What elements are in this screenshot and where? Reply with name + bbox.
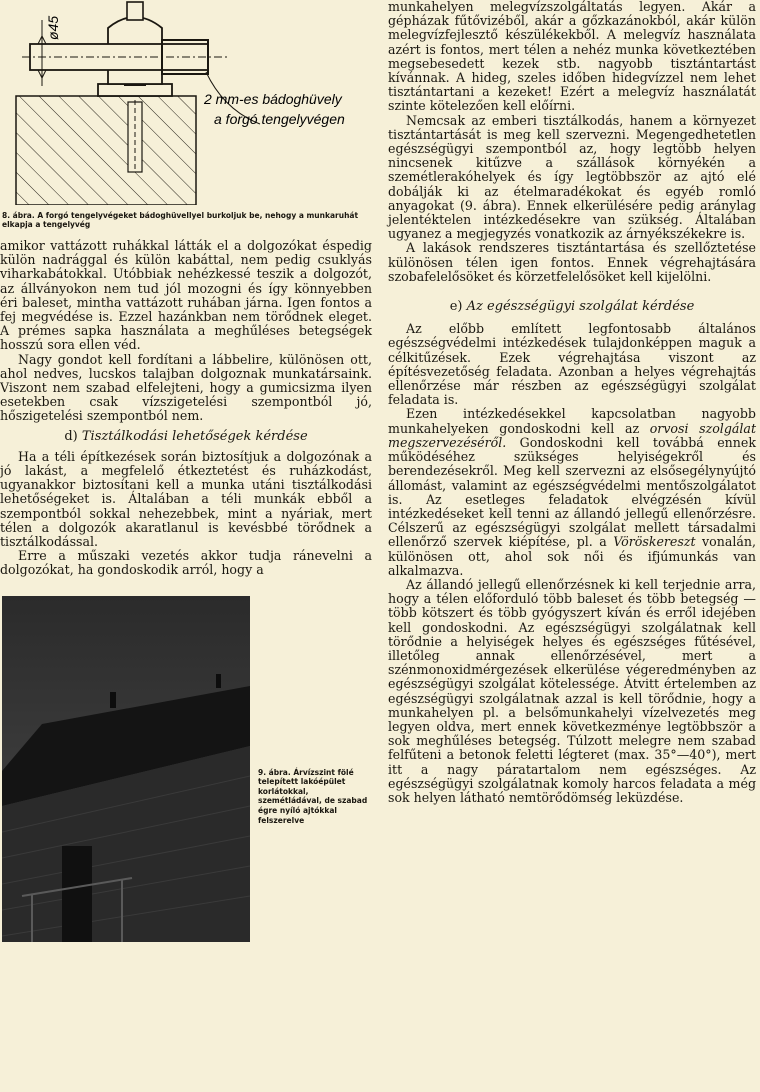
left-paragraph-2: Nagy gondot kell fordítani a lábbelire, különösen ott, ahol nedves, lucskos talajban dolgoznak munkatársaink. Viszont nem szabad elfelejteni, hogy a gumicsizma ilyen esetekben csak vízszigetelési szempontból jó, hőszigetelési szempontból nem. <box>0 351 372 424</box>
section-e-heading <box>388 300 756 314</box>
figure-8-caption: 8. ábra. A forgó tengelyvégeket bádoghüvellyel burkoljuk be, nehogy a munkaruhát elkapja a tengelyvég <box>2 211 359 229</box>
right-column <box>386 0 760 805</box>
p5-part-c: vonalán, különösen ott, ahol sok női és ifjúmunkás van alkalmazva. <box>388 534 756 578</box>
right-paragraph-1: munkahelyen melegvízszolgáltatás legyen. Akár a gépházak fűtővizéből, akár a gőzkazánokból, akár külön melegvízfejlesztő készülékekből. A melegvíz használata azért is fontos, mert télen a nehéz munka következtében megsebesedett kezek stb. nagyobb tisztántartást kívánnak. A hideg, szeles időben hidegvízzel nem lehet tisztántartani a kezeket! Ezért a melegvíz használatát szinte kötelezően kell előírni. <box>388 0 756 114</box>
right-paragraph-3: A lakások rendszeres tisztántartása és szellőztetése különösen télen igen fontos. Ennek végrehajtására szobafelelősöket és körzetfelelősöket kell kijelölni. <box>388 240 756 284</box>
left-paragraph-4: Erre a műszaki vezetés akkor tudja ránevelni a dolgozókat, ha gondoskodik arról, hogy a <box>0 548 372 578</box>
building-photo <box>2 596 250 942</box>
figure-9-photo <box>2 596 250 942</box>
sleeve-callout-line-2: a forgó tengelyvégen <box>214 111 345 127</box>
section-d-letter: d) <box>64 428 78 444</box>
right-paragraph-2: Nemcsak az emberi tisztálkodás, hanem a környezet tisztántartását is meg kell szervezni. Megengedhetetlen egészségügyi szempontból az, hogy legtöbb helyen nincsenek kitűzve a szállások környékén a szemétlerakóhelyek és így legtöbbször az ajtó elé dobálják ki az ételmaradékokat és egyéb romló anyagokat (9. ábra). Ennek elkerülésére pedig aránylag jelentéktelen intézkedésekre van szükség. Általában ugyanez a megjegyzés vonatkozik az árnyékszékekre is. <box>388 112 756 242</box>
right-paragraph-5 <box>388 407 756 577</box>
section-e-letter: e) <box>449 299 463 315</box>
section-d-heading <box>0 430 372 444</box>
figure-8-drawing <box>2 0 374 205</box>
p5-part-b: Gondoskodni kell továbbá ennek működéséhez szükséges helyiségekről és berendezésekről. Meg kell szervezni az elsősegélynyújtó állomást, valamint az egészségvédelmi mentőszolgálatot is. Az esetleges feladatok elvégzésén kívül intézkedéseket kell tenni az állandó jellegű ellenőrzésre. Célszerű az egészségügyi szolgálat mellett társadalmi ellenőrző szervek kiépítése, pl. a <box>388 434 756 550</box>
section-d-title: Tisztálkodási lehetőségek kérdése <box>81 428 308 444</box>
section-e-title: Az egészségügyi szolgálat kérdése <box>466 299 695 315</box>
shaft-end-sleeve-diagram <box>2 0 374 205</box>
p5-part-a: Ezen intézkedésekkel kapcsolatban nagyobb munkahelyeken gondoskodni kell az <box>388 406 756 436</box>
sleeve-callout-line-1: 2 mm-es bádoghüvely <box>204 91 342 107</box>
left-paragraph-3: Ha a téli építkezések során biztosítjuk a dolgozónak a jó lakást, a megfelelő étkeztetést és ruházkodást, ugyanakkor biztosítani kell a munka utáni tisztálkodási lehetőségeket is. Általában a téli munkák ebből a szempontból sokkal nehezebbek, mint a nyáriak, mert télen a dolgozók akaratlanul is kevésbbé törődnek a tisztálkodással. <box>0 448 372 550</box>
right-paragraph-4: Az előbb említett legfontosabb általános egészségvédelmi intézkedések tulajdonképpen maguk a célkitűzések. Ezek végrehajtása viszont az építésvezetőség feladata. Azonban a helyes végrehajtás ellenőrzése már részben az egészségügyi szolgálat feladata is. <box>388 321 756 408</box>
left-paragraph-1: amikor vattázott ruhákkal látták el a dolgozókat éspedig külön nadrággal és külön kabáttal, nem pedig csuklyás viharkabátokkal. Utóbbiak nehézkessé teszik a dolgozót, az állványokon nem tud jól mozogni és így könnyebben éri baleset, mintha vattázott ruhában járna. Igen fontos a fej megvédése is. Ezzel hazánkban nem törődnek eleget. A prémes sapka használata a meghűléses betegségek hosszú sora ellen véd. <box>0 238 372 353</box>
figure-9 <box>0 596 372 942</box>
p5-emphasis-1: orvosi szolgálat megszervezéséről. <box>388 420 757 450</box>
right-paragraph-6: Az állandó jellegű ellenőrzésnek ki kell terjednie arra, hogy a télen előforduló több baleset és több betegség — több kötszert és több gyógyszert kíván és erről idejében kell gondoskodni. Az egészségügyi szolgálatnak kell törődnie a helyiségek helyes és egészséges fűtésével, illetőleg annak ellenőrzésével, mert a szénmonoxidmérgezések elkerülése végeredményben az egészségügyi szolgálat kötelessége. Átvitt értelemben az egészségügyi szolgálatnak azzal is kell törődnie, hogy a munkahelyen pl. a belsőmunkahelyi vízelvezetés meg legyen oldva, mert ennek következménye legtöbbször a sok meghűléses betegség. Túlzott melegre nem szabad felfűteni a betonok feletti légteret (max. 35°—40°), mert itt a nagy páratartalom nem egészséges. Az egészségügyi szolgálatnak komoly harcos feladata a még sok helyen látható nemtörődömség leküzdése. <box>388 576 756 805</box>
diameter-label: ø45 <box>45 15 61 40</box>
figure-9-caption: 9. ábra. Árvízszint fölé telepített lakóépület korlátokkal, szemétládával, de szabad égre nyíló ajtókkal felszerelve <box>258 767 368 825</box>
left-column <box>0 0 378 942</box>
p5-emphasis-2: Vöröskereszt <box>613 534 696 550</box>
